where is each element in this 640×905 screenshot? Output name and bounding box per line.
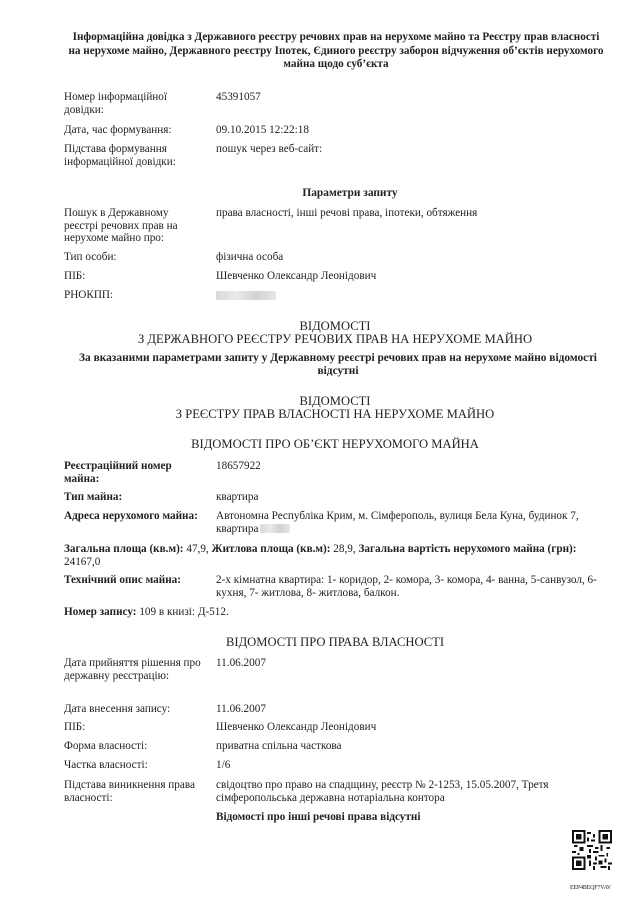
rights-name-label: ПІБ: bbox=[64, 721, 86, 733]
rights-heading: ВІДОМОСТІ ПРО ПРАВА ВЛАСНОСТІ bbox=[225, 635, 445, 649]
section1-line2: З ДЕРЖАВНОГО РЕЄСТРУ РЕЧОВИХ ПРАВ НА НЕРУХОМЕ МАЙНО bbox=[137, 332, 533, 346]
rights-form-value: приватна спільна часткова bbox=[216, 740, 342, 752]
redacted-apartment bbox=[260, 524, 290, 533]
record-label: Номер запису: bbox=[64, 606, 137, 618]
section1-note: За вказаними параметрами запиту у Державному реєстрі речових прав на нерухоме майно відомості відсутні bbox=[79, 352, 597, 377]
object-heading: ВІДОМОСТІ ПРО ОБ’ЄКТ НЕРУХОМОГО МАЙНА bbox=[191, 437, 479, 451]
object-desc-label: Технічний опис майна: bbox=[64, 574, 181, 586]
object-address-value: Автономна Республіка Крим, м. Сімферополь, вулиця Бела Куна, будинок 7, квартира bbox=[216, 510, 579, 535]
qr-code-text: EEP4BEQF7VAV bbox=[570, 885, 612, 891]
cost-value: 24167,0 bbox=[64, 555, 101, 568]
rights-name-value: Шевченко Олександр Леонідович bbox=[216, 721, 377, 733]
params-heading: Параметри запиту bbox=[302, 187, 398, 199]
info-date-label: Дата, час формування: bbox=[64, 124, 172, 136]
object-type-value: квартира bbox=[216, 491, 259, 503]
rights-decision-label: Дата прийняття рішення про державну реєстрацію: bbox=[64, 657, 201, 682]
document-title: Інформаційна довідка з Державного реєстру речових прав на нерухоме майно та Реєстру прав власності на нерухоме майно, Державного реєстру Іпотек, Єдиного реєстру заборон відчуження об’єктів нерухомого майна щодо суб’єкта bbox=[68, 31, 604, 70]
area-living-value: 28,9, bbox=[333, 543, 356, 555]
rights-form-label: Форма власності: bbox=[64, 740, 148, 752]
params-person-type-label: Тип особи: bbox=[64, 251, 117, 263]
object-address-label: Адреса нерухомого майна: bbox=[64, 510, 198, 522]
area-living-label: Житлова площа (кв.м): bbox=[211, 543, 331, 555]
rights-other-value: Відомості про інші речові права відсутні bbox=[216, 811, 421, 823]
book-value: Д-512. bbox=[197, 606, 229, 618]
area-total-value: 47,9, bbox=[186, 543, 209, 555]
section2-line2: З РЕЄСТРУ ПРАВ ВЛАСНОСТІ НА НЕРУХОМЕ МАЙНО bbox=[175, 407, 495, 421]
redacted-rnokpp bbox=[216, 291, 276, 300]
rights-basis-value: свідоцтво про право на спадщину, реєстр № 2-1253, 15.05.2007, Третя сімферопольська державна нотаріальна контора bbox=[216, 779, 549, 804]
info-date-value: 09.10.2015 12:22:18 bbox=[216, 124, 309, 136]
object-area-line bbox=[64, 543, 594, 569]
rights-entry-value: 11.06.2007 bbox=[216, 703, 266, 715]
rights-decision-value: 11.06.2007 bbox=[216, 657, 266, 669]
object-desc-value: 2-х кімнатна квартира: 1- коридор, 2- комора, 3- комора, 4- ванна, 5-санвузол, 6- кухня, 7- житлова, 8- житлова, балкон. bbox=[216, 574, 597, 599]
params-rnokpp-label: РНОКПП: bbox=[64, 289, 114, 301]
record-value: 109 в книзі: bbox=[139, 606, 196, 618]
params-name-label: ПІБ: bbox=[64, 270, 86, 282]
object-record-line bbox=[64, 606, 594, 619]
qr-code-icon bbox=[572, 830, 612, 870]
object-reg-value: 18657922 bbox=[216, 460, 261, 472]
object-type-label: Тип майна: bbox=[64, 491, 123, 503]
area-total-label: Загальна площа (кв.м): bbox=[64, 543, 184, 555]
params-search-label: Пошук в Державному реєстрі речових прав на нерухоме майно про: bbox=[64, 207, 178, 244]
params-name-value: Шевченко Олександр Леонідович bbox=[216, 270, 377, 282]
info-basis-value: пошук через веб-сайт: bbox=[216, 143, 323, 155]
rights-share-label: Частка власності: bbox=[64, 759, 148, 771]
rights-basis-label: Підстава виникнення права власності: bbox=[64, 779, 195, 804]
rights-share-value: 1/6 bbox=[216, 759, 231, 771]
rights-entry-label: Дата внесення запису: bbox=[64, 703, 171, 715]
cost-label: Загальна вартість нерухомого майна (грн): bbox=[358, 543, 577, 555]
object-reg-label: Реєстраційний номер майна: bbox=[64, 460, 172, 485]
params-search-value: права власності, інші речові права, іпотеки, обтяження bbox=[216, 207, 478, 219]
params-person-type-value: фізична особа bbox=[216, 251, 284, 263]
section2-line1: ВІДОМОСТІ bbox=[299, 394, 371, 408]
info-basis-label: Підстава формування інформаційної довідки: bbox=[64, 143, 176, 168]
info-number-value: 45391057 bbox=[216, 91, 261, 103]
info-number-label: Номер інформаційної довідки: bbox=[64, 91, 167, 116]
section1-line1: ВІДОМОСТІ bbox=[299, 319, 371, 333]
